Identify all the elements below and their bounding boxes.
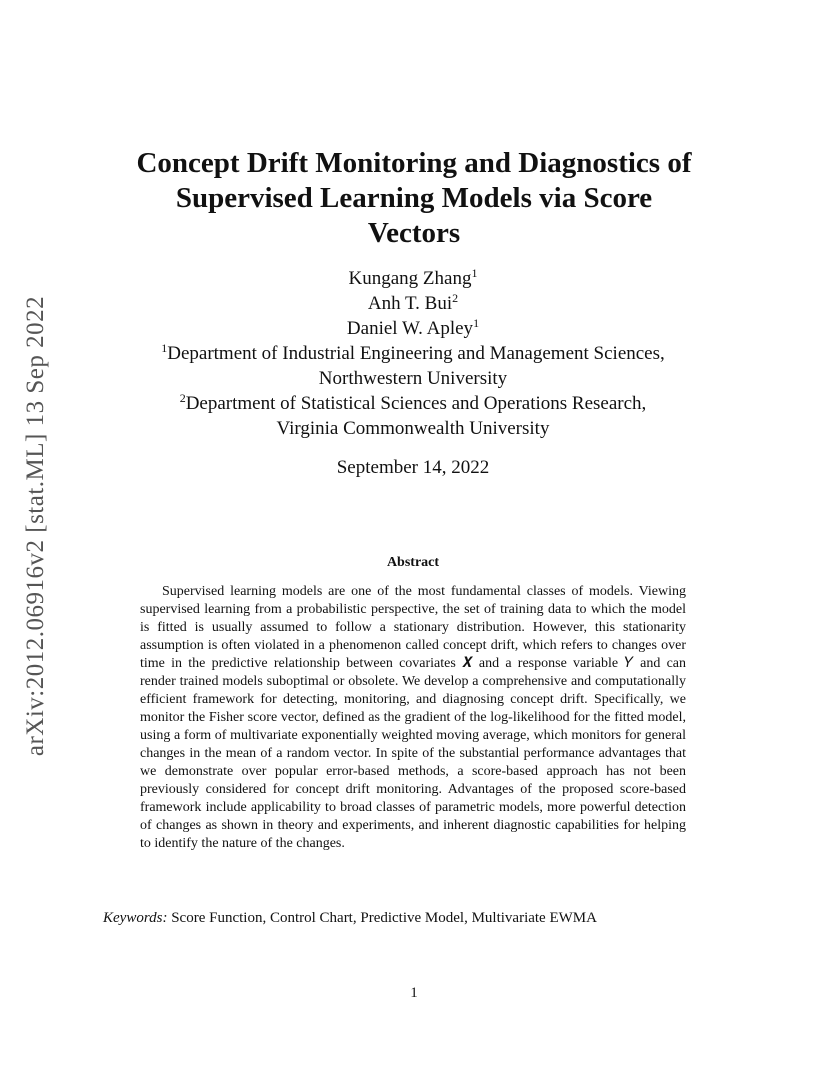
author [90,266,736,291]
affiliation [90,341,736,366]
author-name: Anh T. Bui [367,293,453,314]
affiliation-line: Department of Statistical Sciences and Operations Research, [185,393,647,414]
title-line: Concept Drift Monitoring and Diagnostics of [136,147,692,179]
title-line: Vectors [367,217,461,249]
author [90,316,736,341]
affiliation-line: Virginia Commonwealth University [276,418,550,439]
affiliation-line: Northwestern University [318,368,508,389]
author [90,291,736,316]
keywords [103,910,743,927]
abstract-heading: Abstract [386,555,440,570]
author-affiliation-mark: 2 [452,291,459,305]
keywords-label: Keywords: [103,910,168,926]
affiliation [90,391,736,416]
arxiv-identifier: arXiv:2012.06916v2 [stat.ML] 13 Sep 2022 [22,295,50,757]
author-affiliation-mark: 1 [471,266,478,280]
arxiv-sidebar [12,280,60,772]
page-number: 1 [410,985,418,1001]
affiliation-mark: 2 [179,391,186,405]
author-affiliation-mark: 1 [473,316,480,330]
author-name: Kungang Zhang [348,268,472,289]
author-name: Daniel W. Apley [346,318,474,339]
keywords-list: Score Function, Control Chart, Predictive Model, Multivariate EWMA [171,910,597,926]
abstract-text: Supervised learning models are one of the most fundamental classes of models. Viewing supervised learning from a probabilistic perspective, the set of training data to which the model is fitted is usually assumed to follow a stationary distribution. However, this stationarity assumption is often violated in a phenomenon called concept drift, which refers to changes over time in the predictive relationship between covariates 𝑿 and a response variable 𝑌 and can render trained models suboptimal or obsolete. We develop a comprehensive and computationally efficient framework for detecting, monitoring, and diagnosing concept drift. Specifically, we monitor the Fisher score vector, defined as the gradient of the log-likelihood for the fitted model, using a form of multivariate exponentially weighted moving average, which monitors for general changes in the mean of a random vector. In spite of the substantial performance advantages that we demonstrate over popular error-based methods, a score-based approach has not been previously considered for concept drift monitoring. Advantages of the proposed score-based framework include applicability to broad classes of parametric models, more powerful detection of changes as shown in theory and experiments, and inherent diagnostic capabilities for helping to identify the nature of the changes. [140,584,686,851]
affiliation-mark: 1 [161,341,168,355]
paper-date: September 14, 2022 [336,457,490,478]
author-block [90,266,736,441]
title-line: Supervised Learning Models via Score [175,182,653,214]
affiliation-line: Department of Industrial Engineering and Management Sciences, [167,343,665,364]
paper-title [96,146,732,251]
